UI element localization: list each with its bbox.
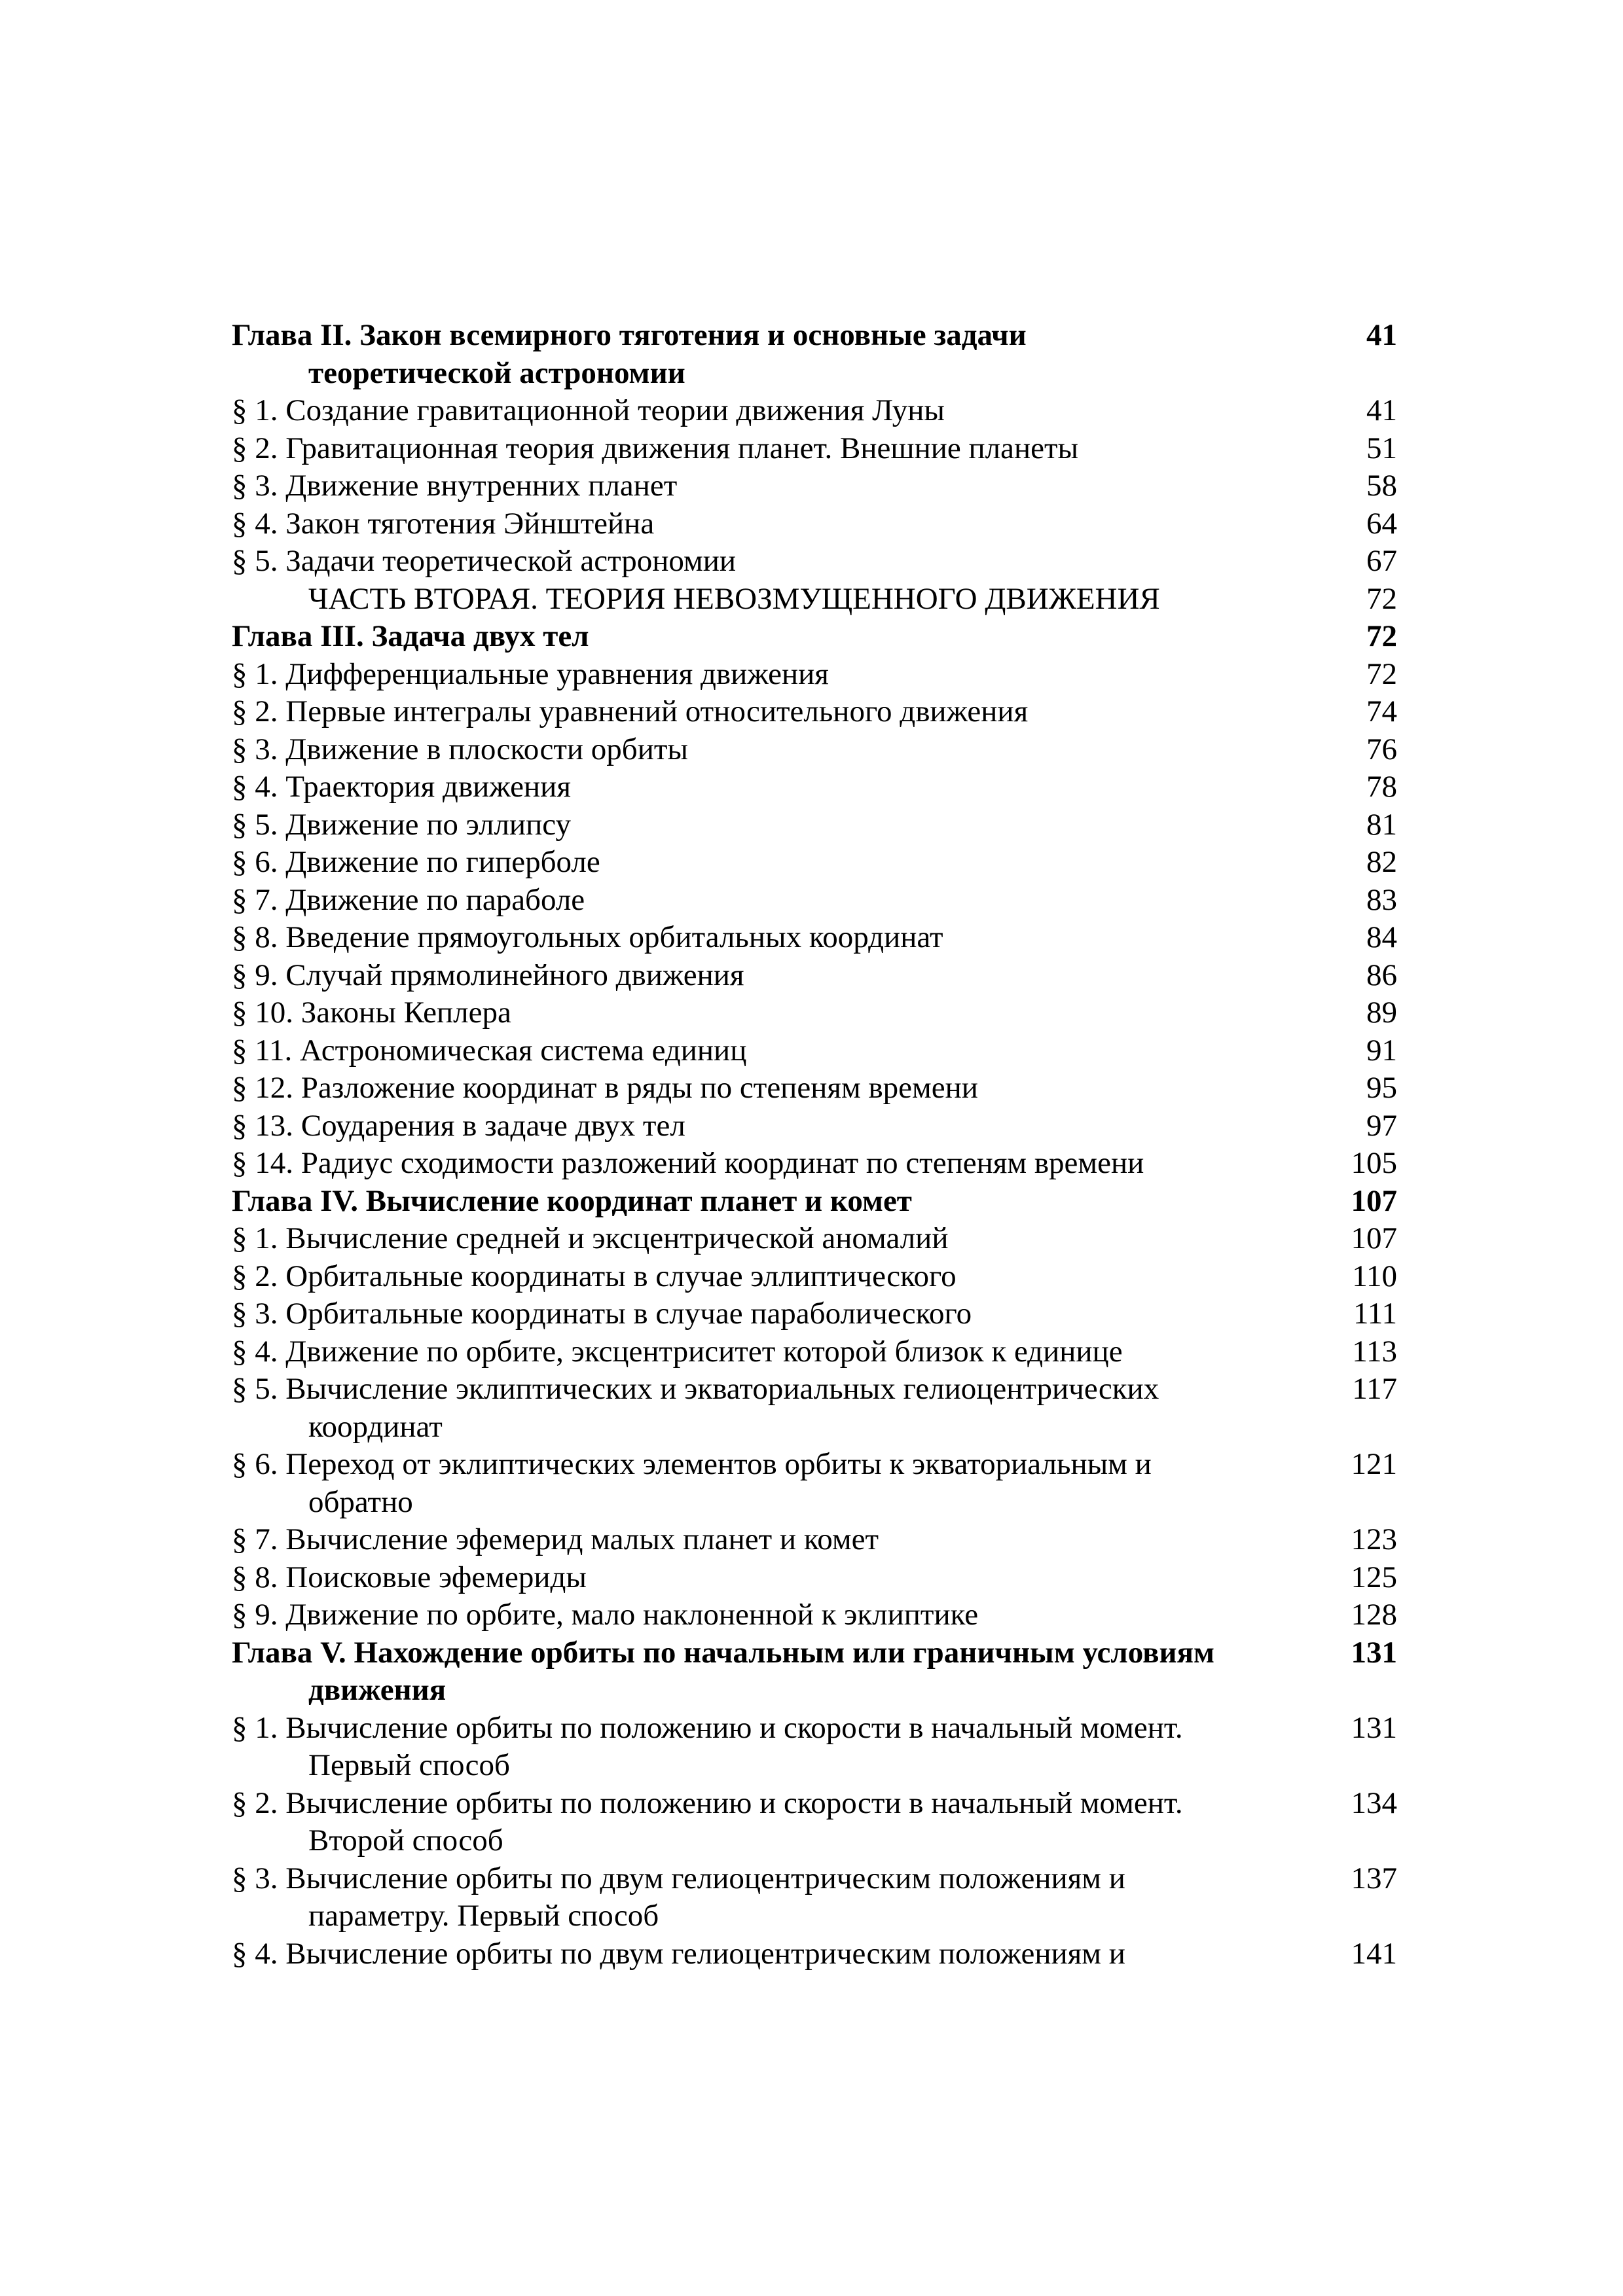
toc-entry-page-number: 123	[1351, 1522, 1397, 1556]
toc-entry-title	[232, 1371, 1325, 1446]
toc-entry-page-number: 76	[1366, 732, 1397, 766]
toc-entry-title	[232, 1710, 1325, 1785]
toc-entry-title	[232, 1333, 1325, 1371]
toc-entry-title-line: § 4. Траектория движения	[232, 770, 571, 804]
toc-entry-title-continuation: движения	[308, 1673, 447, 1707]
toc-entry-title-continuation: теоретической астрономии	[308, 355, 685, 390]
toc-entry-page-number: 78	[1366, 770, 1397, 804]
toc-entry-title	[232, 1521, 1325, 1559]
toc-entry-page-number: 110	[1352, 1259, 1397, 1293]
toc-entry-section	[232, 957, 1397, 995]
toc-entry-title-line: § 12. Разложение координат в ряды по степеням времени	[232, 1071, 978, 1105]
toc-entry-title-line: ЧАСТЬ ВТОРАЯ. ТЕОРИЯ НЕВОЗМУЩЕННОГО ДВИЖЕНИЯ	[308, 581, 1160, 616]
toc-entry-title	[232, 1559, 1325, 1597]
toc-entry-page-number: 67	[1366, 544, 1397, 578]
toc-entry-title-line: Глава II. Закон всемирного тяготения и основные задачи	[232, 318, 1027, 352]
toc-entry-page-number: 84	[1366, 920, 1397, 954]
toc-entry-page-number: 72	[1366, 581, 1397, 616]
toc-entry-title-line: § 3. Движение внутренних планет	[232, 469, 678, 503]
toc-entry-title	[232, 1446, 1325, 1521]
toc-entry-page-number: 95	[1366, 1071, 1397, 1105]
toc-entry-title	[232, 1220, 1325, 1258]
toc-entry-title-continuation: Первый способ	[308, 1748, 510, 1782]
toc-entry-page-number: 41	[1366, 318, 1397, 352]
toc-entry-title-line: § 2. Первые интегралы уравнений относительного движения	[232, 694, 1029, 728]
toc-entry-title	[232, 1785, 1325, 1860]
toc-entry-title	[232, 844, 1325, 882]
toc-entry-title	[232, 768, 1325, 806]
toc-entry-title	[232, 1069, 1325, 1107]
toc-entry-section	[232, 994, 1397, 1032]
toc-entry-section	[232, 1295, 1397, 1333]
toc-entry-title	[232, 430, 1325, 468]
toc-entry-title	[232, 618, 1325, 656]
toc-entry-section	[232, 1069, 1397, 1107]
toc-entry-title-line: § 1. Вычисление средней и эксцентрической аномалий	[232, 1221, 949, 1255]
toc-entry-section	[232, 467, 1397, 505]
toc-entry-title-line: § 9. Случай прямолинейного движения	[232, 958, 744, 992]
toc-entry-section	[232, 1559, 1397, 1597]
toc-entry-page-number: 107	[1351, 1221, 1397, 1255]
toc-entry-title-line: § 6. Переход от эклиптических элементов орбиты к экваториальным и	[232, 1447, 1152, 1481]
toc-entry-page-number: 107	[1351, 1183, 1397, 1218]
toc-entry-page-number: 81	[1366, 807, 1397, 842]
toc-entry-section	[232, 844, 1397, 882]
toc-entry-section	[232, 1785, 1397, 1860]
toc-entry-title-line: § 1. Вычисление орбиты по положению и скорости в начальный момент.	[232, 1710, 1183, 1745]
toc-entry-page-number: 128	[1351, 1598, 1397, 1632]
toc-entry-title-line: § 5. Вычисление эклиптических и экваториальных гелиоцентрических	[232, 1372, 1159, 1406]
toc-entry-section	[232, 882, 1397, 920]
toc-entry-section	[232, 1596, 1397, 1634]
toc-entry-section	[232, 1371, 1397, 1446]
toc-entry-title-line: § 2. Вычисление орбиты по положению и скорости в начальный момент.	[232, 1785, 1183, 1820]
toc-entry-title-line: § 5. Движение по эллипсу	[232, 807, 571, 842]
toc-entry-title	[232, 1860, 1325, 1935]
toc-entry-page-number: 91	[1366, 1033, 1397, 1067]
toc-entry-page-number: 97	[1366, 1108, 1397, 1143]
toc-entry-title	[232, 693, 1325, 731]
toc-entry-title-continuation: координат	[308, 1409, 443, 1444]
toc-entry-title-line: Глава IV. Вычисление координат планет и комет	[232, 1183, 912, 1218]
toc-entry-section	[232, 1935, 1397, 1973]
toc-entry-title	[232, 731, 1325, 769]
toc-entry-title-line: § 13. Соударения в задаче двух тел	[232, 1108, 685, 1143]
toc-entry-section	[232, 430, 1397, 468]
toc-entry-title	[232, 1145, 1325, 1183]
toc-entry-title-line: § 14. Радиус сходимости разложений координат по степеням времени	[232, 1146, 1144, 1180]
toc-entry-page-number: 117	[1352, 1372, 1397, 1406]
toc-entry-title-line: § 5. Задачи теоретической астрономии	[232, 544, 737, 578]
toc-entry-title-line: § 10. Законы Кеплера	[232, 996, 511, 1030]
toc-entry-section	[232, 392, 1397, 430]
toc-entry-section	[232, 656, 1397, 694]
toc-entry-page-number: 83	[1366, 882, 1397, 917]
toc-entry-section	[232, 1710, 1397, 1785]
toc-entry-section	[232, 806, 1397, 844]
toc-entry-title	[232, 1183, 1325, 1221]
toc-entry-section	[232, 919, 1397, 957]
toc-entry-section	[232, 768, 1397, 806]
toc-entry-section	[232, 543, 1397, 581]
toc-entry-title-line: § 7. Движение по параболе	[232, 882, 585, 917]
toc-entry-section	[232, 1521, 1397, 1559]
toc-entry-section	[232, 1258, 1397, 1296]
toc-entry-page-number: 137	[1351, 1861, 1397, 1895]
toc-entry-section	[232, 1107, 1397, 1145]
toc-entry-chapter	[232, 1634, 1397, 1710]
toc-entry-page-number: 58	[1366, 469, 1397, 503]
toc-entry-title-continuation: параметру. Первый способ	[308, 1899, 659, 1933]
toc-entry-page-number: 121	[1351, 1447, 1397, 1481]
toc-entry-title	[232, 392, 1325, 430]
toc-entry-title	[232, 317, 1325, 392]
toc-entry-page-number: 113	[1352, 1334, 1397, 1369]
toc-entry-title	[232, 1935, 1325, 1973]
toc-entry-page-number: 86	[1366, 958, 1397, 992]
toc-entry-title	[232, 1596, 1325, 1634]
toc-entry-title	[232, 1634, 1325, 1710]
toc-entry-section	[232, 1145, 1397, 1183]
toc-entry-page-number: 51	[1366, 431, 1397, 465]
toc-entry-section	[232, 1333, 1397, 1371]
toc-entry-page-number: 131	[1351, 1710, 1397, 1745]
toc-entry-title	[232, 957, 1325, 995]
toc-entry-title	[232, 1295, 1325, 1333]
toc-entry-chapter	[232, 618, 1397, 656]
toc-entry-title-continuation: обратно	[308, 1484, 413, 1519]
toc-entry-title-line: § 2. Орбитальные координаты в случае эллиптического	[232, 1259, 957, 1293]
toc-entry-page-number: 131	[1351, 1635, 1397, 1670]
toc-entry-section	[232, 1220, 1397, 1258]
toc-entry-title	[232, 919, 1325, 957]
toc-entry-title-line: § 9. Движение по орбите, мало наклоненной к эклиптике	[232, 1598, 979, 1632]
toc-entry-title	[232, 581, 1325, 619]
toc-entry-title-line: § 6. Движение по гиперболе	[232, 845, 600, 879]
toc-entry-section	[232, 1032, 1397, 1070]
toc-entry-title	[232, 882, 1325, 920]
toc-entry-title-line: Глава III. Задача двух тел	[232, 619, 589, 653]
toc-entry-page-number: 82	[1366, 845, 1397, 879]
toc-entry-section	[232, 1860, 1397, 1935]
toc-entry-chapter	[232, 317, 1397, 392]
toc-entry-title	[232, 543, 1325, 581]
toc-entry-title-line: § 3. Движение в плоскости орбиты	[232, 732, 688, 766]
toc-entry-page-number: 141	[1351, 1936, 1397, 1971]
toc-entry-part	[232, 581, 1397, 619]
toc-entry-page-number: 105	[1351, 1146, 1397, 1180]
toc-entry-title-line: § 8. Введение прямоугольных орбитальных координат	[232, 920, 943, 954]
toc-entry-title-line: § 4. Движение по орбите, эксцентриситет которой близок к единице	[232, 1334, 1123, 1369]
toc-entry-title	[232, 1032, 1325, 1070]
toc-entry-page-number: 74	[1366, 694, 1397, 728]
toc-entry-page-number: 125	[1351, 1560, 1397, 1594]
toc-entry-page-number: 111	[1353, 1297, 1397, 1331]
toc-entry-page-number: 41	[1366, 393, 1397, 427]
toc-entry-title	[232, 994, 1325, 1032]
toc-entry-title-line: § 8. Поисковые эфемериды	[232, 1560, 587, 1594]
toc-entry-title-line: § 2. Гравитационная теория движения планет. Внешние планеты	[232, 431, 1079, 465]
toc-entry-page-number: 89	[1366, 996, 1397, 1030]
toc-entry-title	[232, 467, 1325, 505]
toc-entry-page-number: 64	[1366, 506, 1397, 541]
toc-entry-title	[232, 1107, 1325, 1145]
toc-entry-title-line: § 11. Астрономическая система единиц	[232, 1033, 747, 1067]
toc-entry-title-line: § 7. Вычисление эфемерид малых планет и комет	[232, 1522, 879, 1556]
toc-entry-title-line: § 1. Создание гравитационной теории движения Луны	[232, 393, 945, 427]
toc-entry-title-line: Глава V. Нахождение орбиты по начальным или граничным условиям	[232, 1635, 1215, 1670]
table-of-contents	[232, 317, 1397, 1973]
toc-entry-title-line: § 4. Закон тяготения Эйнштейна	[232, 506, 655, 541]
toc-entry-title-continuation: Второй способ	[308, 1823, 503, 1857]
toc-entry-section	[232, 693, 1397, 731]
toc-entry-title-line: § 3. Орбитальные координаты в случае параболического	[232, 1297, 972, 1331]
toc-entry-title-line: § 1. Дифференциальные уравнения движения	[232, 656, 829, 691]
toc-entry-chapter	[232, 1183, 1397, 1221]
toc-entry-title	[232, 1258, 1325, 1296]
toc-entry-title-line: § 3. Вычисление орбиты по двум гелиоцентрическим положениям и	[232, 1861, 1125, 1895]
toc-entry-title	[232, 505, 1325, 543]
toc-entry-title	[232, 656, 1325, 694]
toc-entry-title	[232, 806, 1325, 844]
toc-entry-section	[232, 731, 1397, 769]
toc-entry-page-number: 72	[1366, 619, 1397, 653]
toc-entry-section	[232, 505, 1397, 543]
toc-entry-section	[232, 1446, 1397, 1521]
toc-entry-page-number: 134	[1351, 1785, 1397, 1820]
toc-entry-page-number: 72	[1366, 656, 1397, 691]
toc-entry-title-line: § 4. Вычисление орбиты по двум гелиоцентрическим положениям и	[232, 1936, 1125, 1971]
